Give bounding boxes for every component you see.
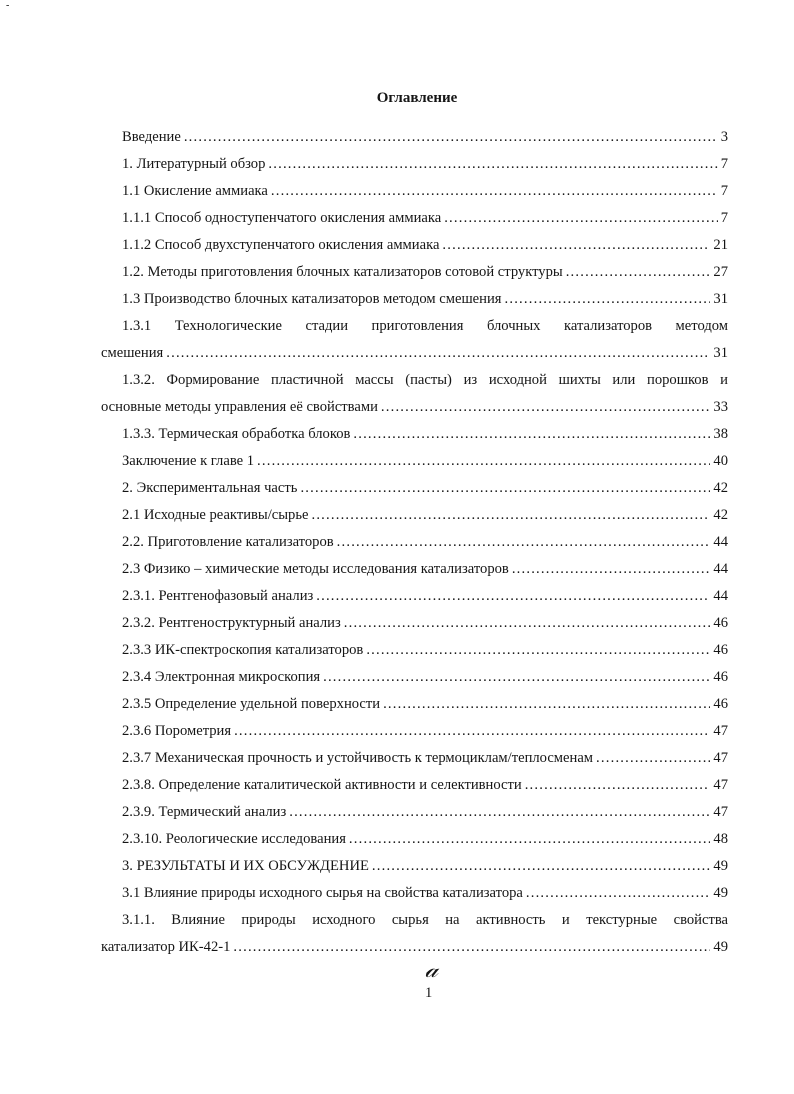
toc-entry-page: 27: [713, 264, 728, 280]
toc-entry-page: 46: [713, 642, 728, 658]
page-number: 1: [425, 985, 433, 1001]
toc-entry-page: 46: [713, 696, 728, 712]
toc-entry-label: 1.1.1 Способ одноступенчатого окисления аммиака: [122, 210, 442, 226]
toc-entry-label: 2.3.6 Порометрия: [122, 723, 232, 739]
toc-entry: [101, 637, 728, 664]
toc-entry-label: смешения: [101, 345, 164, 361]
leader-dots: [316, 583, 710, 610]
toc-entry-page: 49: [713, 885, 728, 901]
toc-entry: [101, 286, 728, 313]
toc-entry: [101, 502, 728, 529]
leader-dots: [596, 745, 710, 772]
leader-dots: [349, 826, 710, 853]
toc-entry-label: 3.1 Влияние природы исходного сырья на свойства катализатора: [122, 885, 523, 901]
leader-dots: [353, 421, 710, 448]
leader-dots: [268, 151, 717, 178]
leader-dots: [442, 232, 710, 259]
toc-entry: [101, 610, 728, 637]
toc-entry-row: [101, 340, 728, 367]
toc-entry-title-line: 3.1.1. Влияние природы исходного сырья на активность и текстурные свойства: [122, 912, 728, 928]
toc-entry-row: [101, 178, 728, 205]
toc-entry-label: 2.3.3 ИК-спектроскопия катализаторов: [122, 642, 364, 658]
toc-entry-page: 42: [713, 507, 728, 523]
toc-entry: [101, 367, 728, 421]
toc-entry-row: [101, 745, 728, 772]
toc-entry: [101, 826, 728, 853]
toc-entry-page: 44: [713, 561, 728, 577]
toc-entry-label: катализатор ИК-42-1: [101, 939, 231, 955]
toc-entry-row: [101, 772, 728, 799]
toc-entry-page: 3: [720, 129, 728, 145]
toc-entry-page: 44: [713, 534, 728, 550]
leader-dots: [234, 718, 710, 745]
toc-entry-page: 47: [713, 750, 728, 766]
toc-entry-row: [101, 394, 728, 421]
leader-dots: [525, 772, 711, 799]
toc-entry-page: 47: [713, 804, 728, 820]
toc-entry-row: [101, 718, 728, 745]
leader-dots: [233, 934, 710, 961]
toc-entry: [101, 529, 728, 556]
toc-entry-page: 48: [713, 831, 728, 847]
toc-entry-row: [101, 205, 728, 232]
toc-entry-label: 2.3.9. Термический анализ: [122, 804, 287, 820]
leader-dots: [166, 340, 710, 367]
toc-entry: [101, 664, 728, 691]
corner-mark: -: [6, 0, 10, 11]
toc-entry: [101, 124, 728, 151]
toc-entry-label: 2.3.8. Определение каталитической активности и селективности: [122, 777, 522, 793]
toc-entry-row: [101, 232, 728, 259]
leader-dots: [381, 394, 711, 421]
toc-entry-label: Заключение к главе 1: [122, 453, 255, 469]
toc-entry-title-line: 1.3.2. Формирование пластичной массы (пасты) из исходной шихты или порошков и: [122, 372, 728, 388]
toc-entry-label: 2.2. Приготовление катализаторов: [122, 534, 334, 550]
toc-entry-row: [101, 529, 728, 556]
toc-entry-label: 1.3 Производство блочных катализаторов методом смешения: [122, 291, 502, 307]
toc-entry-page: 31: [713, 345, 728, 361]
toc-entry-row: [101, 934, 728, 961]
toc-entry: [101, 880, 728, 907]
signature: 𝒶: [425, 955, 439, 983]
toc-entry-label: 2.3.2. Рентгеноструктурный анализ: [122, 615, 341, 631]
toc-entry-label: 1. Литературный обзор: [122, 156, 266, 172]
toc-entry-page: 47: [713, 723, 728, 739]
toc-entry-row: [101, 421, 728, 448]
toc-entry-row: [101, 502, 728, 529]
leader-dots: [526, 880, 711, 907]
toc-entry: [101, 583, 728, 610]
toc-entry-row: [101, 799, 728, 826]
toc-entry-row: [101, 853, 728, 880]
toc-entry-row: [101, 124, 728, 151]
toc-entry: [101, 745, 728, 772]
toc-entry-row: [101, 691, 728, 718]
leader-dots: [337, 529, 711, 556]
toc-entry: [101, 205, 728, 232]
toc-entry: [101, 421, 728, 448]
toc-entry: [101, 853, 728, 880]
leader-dots: [289, 799, 710, 826]
toc-entry-page: 46: [713, 615, 728, 631]
toc-entry: [101, 151, 728, 178]
toc-entry: [101, 232, 728, 259]
toc-entry-row: [101, 286, 728, 313]
leader-dots: [300, 475, 710, 502]
toc-entry-page: 40: [713, 453, 728, 469]
leader-dots: [383, 691, 710, 718]
toc-entry-label: 2.3.4 Электронная микроскопия: [122, 669, 321, 685]
toc-entry-page: 7: [720, 210, 728, 226]
toc-entry-page: 49: [713, 939, 728, 955]
toc-entry: [101, 907, 728, 961]
toc-entry-label: 2.1 Исходные реактивы/сырье: [122, 507, 309, 523]
toc-entry: [101, 259, 728, 286]
toc-entry: [101, 178, 728, 205]
toc-entry: [101, 475, 728, 502]
toc-entry-label: 1.3.3. Термическая обработка блоков: [122, 426, 351, 442]
toc-entry-row: [101, 151, 728, 178]
toc-entry-row: [101, 610, 728, 637]
leader-dots: [444, 205, 718, 232]
toc-entry: [101, 313, 728, 367]
toc-entry-page: 7: [720, 183, 728, 199]
toc-entry-label: 2.3.10. Реологические исследования: [122, 831, 346, 847]
toc-entry-label: 1.1 Окисление аммиака: [122, 183, 268, 199]
toc-entry-row: [101, 637, 728, 664]
toc-entry-row: [101, 583, 728, 610]
toc-entry-page: 44: [713, 588, 728, 604]
toc-entry-label: 2.3.5 Определение удельной поверхности: [122, 696, 381, 712]
leader-dots: [323, 664, 710, 691]
toc-entry: [101, 691, 728, 718]
toc-entry: [101, 718, 728, 745]
toc-entry-label: 1.1.2 Способ двухступенчатого окисления аммиака: [122, 237, 440, 253]
toc-entry-page: 33: [713, 399, 728, 415]
leader-dots: [257, 448, 710, 475]
toc-entry-row: [101, 448, 728, 475]
toc-entry-title-line: 1.3.1 Технологические стадии приготовления блочных катализаторов методом: [122, 318, 728, 334]
toc-entry-page: 49: [713, 858, 728, 874]
toc-entry-page: 38: [713, 426, 728, 442]
toc-entry-page: 21: [713, 237, 728, 253]
toc-entry-page: 7: [720, 156, 728, 172]
toc-entry-label: 2.3.1. Рентгенофазовый анализ: [122, 588, 314, 604]
toc-entry: [101, 556, 728, 583]
leader-dots: [512, 556, 711, 583]
leader-dots: [366, 637, 710, 664]
toc-entry-label: Введение: [122, 129, 181, 145]
leader-dots: [184, 124, 718, 151]
toc-entry-label: 1.2. Методы приготовления блочных катализаторов сотовой структуры: [122, 264, 563, 280]
page-title: Оглавление: [376, 90, 458, 106]
table-of-contents: [101, 124, 728, 961]
leader-dots: [566, 259, 711, 286]
toc-entry-label: 2.3.7 Механическая прочность и устойчивость к термоциклам/теплосменам: [122, 750, 594, 766]
toc-entry-row: [101, 259, 728, 286]
toc-entry: [101, 772, 728, 799]
toc-entry-label: 3. РЕЗУЛЬТАТЫ И ИХ ОБСУЖДЕНИЕ: [122, 858, 369, 874]
toc-entry-row: [101, 880, 728, 907]
leader-dots: [311, 502, 710, 529]
leader-dots: [344, 610, 711, 637]
leader-dots: [271, 178, 718, 205]
leader-dots: [372, 853, 711, 880]
toc-entry-page: 42: [713, 480, 728, 496]
toc-entry-row: [101, 556, 728, 583]
toc-entry-label: основные методы управления её свойствами: [101, 399, 378, 415]
toc-entry-row: [101, 826, 728, 853]
toc-entry-page: 47: [713, 777, 728, 793]
toc-entry-row: [101, 664, 728, 691]
toc-entry-page: 46: [713, 669, 728, 685]
toc-entry-page: 31: [713, 291, 728, 307]
toc-entry-label: 2.3 Физико – химические методы исследования катализаторов: [122, 561, 509, 577]
leader-dots: [505, 286, 711, 313]
toc-entry-row: [101, 475, 728, 502]
toc-entry: [101, 799, 728, 826]
toc-entry: [101, 448, 728, 475]
toc-entry-label: 2. Экспериментальная часть: [122, 480, 298, 496]
